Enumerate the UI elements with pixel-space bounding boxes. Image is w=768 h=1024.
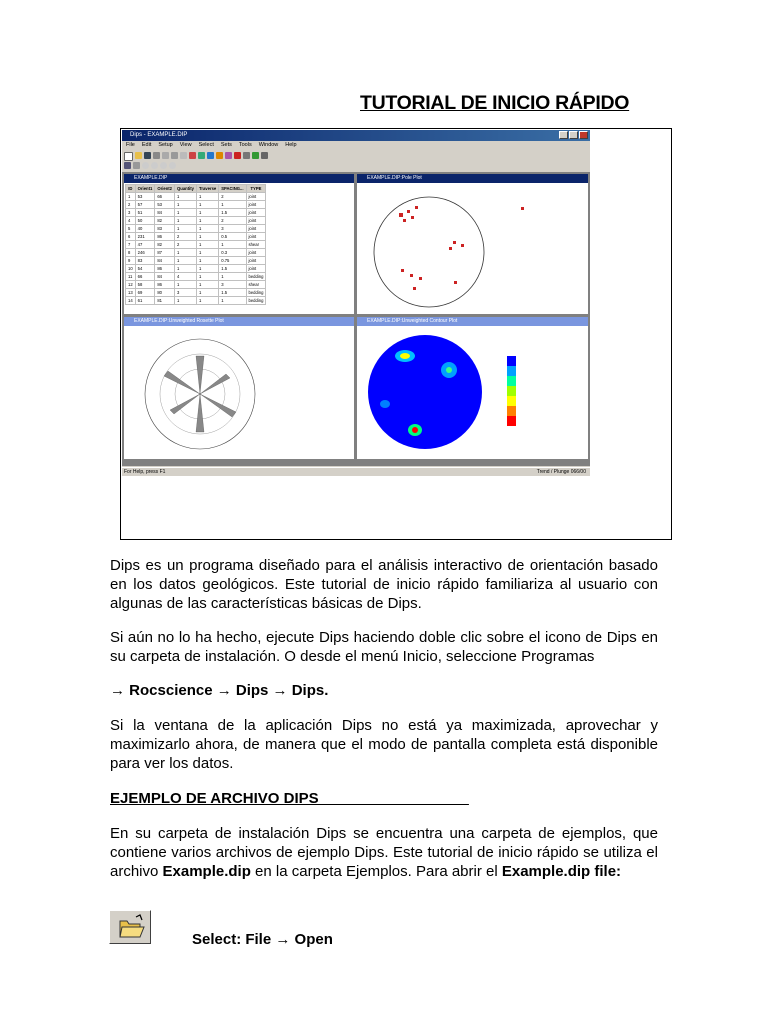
grid-cell[interactable]: bedding bbox=[246, 289, 266, 297]
grid-cell[interactable]: joint bbox=[246, 209, 266, 217]
grid-cell[interactable]: 80 bbox=[155, 289, 175, 297]
grid-cell[interactable]: 1.5 bbox=[219, 265, 246, 273]
grid-cell[interactable]: 1 bbox=[175, 201, 197, 209]
table-row[interactable] bbox=[126, 249, 266, 257]
grid-cell[interactable]: 1 bbox=[219, 273, 246, 281]
grid-cell[interactable]: 1 bbox=[197, 233, 219, 241]
grid-cell[interactable]: joint bbox=[246, 201, 266, 209]
menu-setup[interactable]: Setup bbox=[158, 142, 173, 148]
grid-cell[interactable]: 1 bbox=[197, 273, 219, 281]
grid-cell[interactable]: 84 bbox=[155, 273, 175, 281]
stereonet-icon[interactable] bbox=[133, 162, 140, 169]
grid-cell[interactable]: 1 bbox=[175, 281, 197, 289]
status-bar bbox=[122, 467, 590, 476]
grid-cell[interactable]: 1 bbox=[175, 249, 197, 257]
menu-sets[interactable]: Sets bbox=[220, 142, 232, 148]
grid-cell[interactable]: 87 bbox=[155, 249, 175, 257]
grid-cell[interactable]: 1 bbox=[197, 225, 219, 233]
grid-header-cell[interactable]: Orient2 bbox=[155, 185, 175, 193]
grid-cell[interactable]: shear bbox=[246, 241, 266, 249]
select-icon[interactable] bbox=[261, 152, 268, 159]
grid-cell[interactable]: 1 bbox=[219, 297, 246, 305]
cut-icon[interactable] bbox=[171, 152, 178, 159]
grid-cell[interactable]: 9 bbox=[126, 257, 136, 265]
grid-cell[interactable]: 231 bbox=[135, 233, 155, 241]
grid-cell[interactable]: shear bbox=[246, 281, 266, 289]
grid-cell[interactable]: 6 bbox=[126, 233, 136, 241]
contour-plot-title: EXAMPLE.DIP:Unweighted Contour Plot bbox=[357, 317, 588, 326]
table-row[interactable] bbox=[126, 265, 266, 273]
grid-cell[interactable]: 84 bbox=[155, 257, 175, 265]
grid-cell[interactable]: 83 bbox=[155, 225, 175, 233]
menu-select[interactable]: Select bbox=[198, 142, 214, 148]
add-set-icon[interactable] bbox=[234, 152, 241, 159]
grid-cell[interactable]: 1 bbox=[197, 241, 219, 249]
grid-cell[interactable]: 1 bbox=[197, 281, 219, 289]
grid-cell[interactable]: 0.3 bbox=[219, 249, 246, 257]
maximize-icon[interactable] bbox=[569, 131, 578, 139]
status-help-text: For Help, press F1 bbox=[124, 469, 166, 475]
grid-cell[interactable]: 86 bbox=[155, 233, 175, 241]
table-row[interactable] bbox=[126, 193, 266, 201]
grid-cell[interactable]: 1 bbox=[175, 209, 197, 217]
grid-cell[interactable]: 3 bbox=[175, 289, 197, 297]
example-file-label: Example.dip file: bbox=[501, 863, 622, 880]
grid-header-cell[interactable]: TYPE bbox=[246, 185, 266, 193]
grid-cell[interactable]: bedding bbox=[246, 273, 266, 281]
grid-cell[interactable]: 1.5 bbox=[219, 209, 246, 217]
grid-cell[interactable]: joint bbox=[246, 249, 266, 257]
table-row[interactable] bbox=[126, 209, 266, 217]
grid-cell[interactable]: 13 bbox=[126, 289, 136, 297]
grid-cell[interactable]: 1 bbox=[197, 249, 219, 257]
grid-cell[interactable]: joint bbox=[246, 233, 266, 241]
table-row[interactable] bbox=[126, 289, 266, 297]
intro-paragraph: Dips es un programa diseñado para el análisis interactivo de orientación basado en los datos geológicos. Este tutorial de inicio rápido familiariza al usuario con algunas de las características básicas de Dips. bbox=[110, 557, 658, 612]
query-tool-icon[interactable] bbox=[169, 162, 176, 169]
grid-cell[interactable]: bedding bbox=[246, 297, 266, 305]
toolbar-main bbox=[124, 151, 268, 160]
grid-cell[interactable]: 3 bbox=[219, 225, 246, 233]
grid-cell[interactable]: 1 bbox=[175, 265, 197, 273]
grid-cell[interactable]: 61 bbox=[135, 297, 155, 305]
grid-cell[interactable]: 1 bbox=[197, 209, 219, 217]
window-controls bbox=[559, 131, 588, 139]
toolbar-secondary bbox=[124, 161, 176, 170]
grid-cell[interactable]: 40 bbox=[135, 225, 155, 233]
grid-cell[interactable]: 4 bbox=[175, 273, 197, 281]
grid-cell[interactable]: 2 bbox=[175, 233, 197, 241]
grid-cell[interactable]: 47 bbox=[135, 241, 155, 249]
grid-cell[interactable]: 246 bbox=[135, 249, 155, 257]
grid-cell[interactable]: 1 bbox=[197, 193, 219, 201]
grid-cell[interactable]: 5 bbox=[126, 225, 136, 233]
grid-cell[interactable]: 86 bbox=[155, 281, 175, 289]
launch-paragraph: Si aún no lo ha hecho, ejecute Dips haciendo doble clic sobre el icono de Dips en su carpeta de instalación. O desde el menú Inicio, seleccione Programas bbox=[110, 629, 658, 665]
status-trend-plunge: Trend / Plunge 066/00 bbox=[536, 469, 586, 475]
table-row[interactable] bbox=[126, 241, 266, 249]
grid-cell[interactable]: 2 bbox=[219, 193, 246, 201]
copy-icon[interactable] bbox=[180, 152, 187, 159]
menu-view[interactable]: View bbox=[179, 142, 192, 148]
grid-cell[interactable]: 53 bbox=[135, 193, 155, 201]
table-row[interactable] bbox=[126, 217, 266, 225]
grid-cell[interactable]: 4 bbox=[126, 217, 136, 225]
data-grid bbox=[125, 184, 266, 305]
app-title-bar: Dips - EXAMPLE.DIP bbox=[122, 130, 590, 141]
grid-cell[interactable]: 1 bbox=[197, 201, 219, 209]
maximize-paragraph: Si la ventana de la aplicación Dips no está ya maximizada, aprovechar y maximizarlo ahora, de manera que el modo de pantalla completa está disponible para ver los datos. bbox=[110, 717, 658, 772]
grid-cell[interactable]: 66 bbox=[155, 193, 175, 201]
table-row[interactable] bbox=[126, 225, 266, 233]
section-heading: EJEMPLO DE ARCHIVO DIPS__________________ bbox=[110, 790, 469, 807]
grid-cell[interactable]: joint bbox=[246, 257, 266, 265]
grid-cell[interactable]: 1 bbox=[219, 241, 246, 249]
pole-plot-window bbox=[356, 173, 589, 315]
grid-cell[interactable]: 1 bbox=[175, 297, 197, 305]
page-title: TUTORIAL DE INICIO RÁPIDO bbox=[360, 92, 630, 114]
rosette-plot-icon[interactable] bbox=[225, 152, 232, 159]
rosette-plot bbox=[124, 326, 354, 459]
table-row[interactable] bbox=[126, 233, 266, 241]
contour-plot bbox=[357, 326, 588, 459]
grid-header-cell[interactable]: Traverse bbox=[197, 185, 219, 193]
grid-cell[interactable]: 1 bbox=[197, 257, 219, 265]
table-row[interactable] bbox=[126, 201, 266, 209]
grid-header-cell[interactable]: Quantity bbox=[175, 185, 197, 193]
grid-cell[interactable]: 51 bbox=[135, 209, 155, 217]
grid-cell[interactable]: 1 bbox=[197, 217, 219, 225]
grid-cell[interactable]: 57 bbox=[135, 201, 155, 209]
rosette-plot-title: EXAMPLE.DIP:Unweighted Rosette Plot bbox=[124, 317, 354, 326]
scatter-plot-icon[interactable] bbox=[198, 152, 205, 159]
grid-cell[interactable]: joint bbox=[246, 217, 266, 225]
grid-header-cell[interactable]: Orient1 bbox=[135, 185, 155, 193]
grid-cell[interactable]: 66 bbox=[135, 273, 155, 281]
grid-cell[interactable]: 7 bbox=[126, 241, 136, 249]
grid-cell[interactable]: 0.5 bbox=[219, 233, 246, 241]
grid-cell[interactable]: 82 bbox=[155, 217, 175, 225]
open-icon[interactable] bbox=[135, 152, 142, 159]
grid-header-cell[interactable]: SPACING... bbox=[219, 185, 246, 193]
menu-tools[interactable]: Tools bbox=[238, 142, 252, 148]
grid-cell[interactable]: 1 bbox=[126, 193, 136, 201]
grid-cell[interactable]: 1 bbox=[175, 217, 197, 225]
circle-tool-icon[interactable] bbox=[142, 162, 149, 169]
dips-app-window bbox=[122, 130, 590, 476]
table-row[interactable] bbox=[126, 281, 266, 289]
grid-cell[interactable]: 54 bbox=[135, 265, 155, 273]
grid-cell[interactable]: 1 bbox=[175, 225, 197, 233]
contour-plot-icon[interactable] bbox=[207, 152, 214, 159]
grid-cell[interactable]: 12 bbox=[126, 281, 136, 289]
pole-plot-title: EXAMPLE.DIP:Pole Plot bbox=[357, 174, 588, 183]
grid-cell[interactable]: 3 bbox=[219, 281, 246, 289]
grid-cell[interactable]: 8 bbox=[126, 249, 136, 257]
example-paragraph bbox=[110, 824, 658, 881]
grid-cell[interactable]: 1 bbox=[197, 297, 219, 305]
grid-cell[interactable]: 81 bbox=[155, 297, 175, 305]
window-tool-icon[interactable] bbox=[160, 162, 167, 169]
pole-plot-icon[interactable] bbox=[189, 152, 196, 159]
undo-icon[interactable] bbox=[162, 152, 169, 159]
grid-cell[interactable]: joint bbox=[246, 225, 266, 233]
example-text-a: En su carpeta de instalación Dips se encuentra una carpeta de ejemplos, que contiene varios archivos de ejemplo Dips. Este tutorial de inicio rápido se utiliza el archivo bbox=[110, 825, 658, 880]
grid-header-cell[interactable]: ID bbox=[126, 185, 136, 193]
grid-cell[interactable]: 1 bbox=[197, 265, 219, 273]
grid-cell[interactable]: 50 bbox=[135, 217, 155, 225]
close-icon[interactable] bbox=[579, 131, 588, 139]
table-row[interactable] bbox=[126, 273, 266, 281]
grid-cell[interactable]: 0.75 bbox=[219, 257, 246, 265]
minimize-icon[interactable] bbox=[559, 131, 568, 139]
sets-icon[interactable] bbox=[124, 162, 131, 169]
mdi-area bbox=[122, 172, 590, 466]
grid-cell[interactable]: 2 bbox=[219, 217, 246, 225]
grid-cell[interactable]: 1 bbox=[219, 201, 246, 209]
grid-cell[interactable]: 1.5 bbox=[219, 289, 246, 297]
grid-cell[interactable]: 53 bbox=[155, 201, 175, 209]
select-instruction: Select: File → Open bbox=[192, 931, 333, 948]
grid-cell[interactable]: 86 bbox=[155, 265, 175, 273]
grid-cell[interactable]: 1 bbox=[175, 257, 197, 265]
screenshot-frame bbox=[120, 128, 672, 540]
open-folder-icon[interactable] bbox=[109, 910, 151, 944]
new-file-icon[interactable] bbox=[124, 152, 133, 161]
grid-cell[interactable]: 10 bbox=[126, 265, 136, 273]
grid-cell[interactable]: 2 bbox=[126, 201, 136, 209]
pole-plot bbox=[357, 183, 588, 314]
major-planes-icon[interactable] bbox=[216, 152, 223, 159]
grid-cell[interactable]: 3 bbox=[126, 209, 136, 217]
example-file-name: Example.dip bbox=[162, 863, 251, 880]
menu-file[interactable]: File bbox=[126, 142, 135, 148]
chart-icon[interactable] bbox=[252, 152, 259, 159]
grid-cell[interactable]: 69 bbox=[135, 289, 155, 297]
start-menu-path: → Rocscience → Dips → Dips. bbox=[110, 682, 329, 699]
grid-cell[interactable]: 83 bbox=[135, 257, 155, 265]
contour-plot-window bbox=[356, 316, 589, 460]
rosette-plot-window bbox=[123, 316, 355, 460]
print-icon[interactable] bbox=[153, 152, 160, 159]
menu-bar bbox=[122, 141, 590, 150]
grid-cell[interactable]: 82 bbox=[155, 241, 175, 249]
table-row[interactable] bbox=[126, 297, 266, 305]
menu-help[interactable]: Help bbox=[285, 142, 297, 148]
save-icon[interactable] bbox=[144, 152, 151, 159]
grid-cell[interactable]: 2 bbox=[175, 241, 197, 249]
grid-cell[interactable]: 1 bbox=[175, 193, 197, 201]
cone-tool-icon[interactable] bbox=[151, 162, 158, 169]
menu-edit[interactable]: Edit bbox=[141, 142, 152, 148]
example-text-c: en la carpeta Ejemplos. Para abrir el bbox=[250, 863, 502, 880]
table-window-title: EXAMPLE.DIP bbox=[124, 174, 354, 183]
grid-cell[interactable]: joint bbox=[246, 193, 266, 201]
grid-cell[interactable]: 84 bbox=[155, 209, 175, 217]
grid-cell[interactable]: 58 bbox=[135, 281, 155, 289]
grid-cell[interactable]: 11 bbox=[126, 273, 136, 281]
grid-cell[interactable]: 1 bbox=[197, 289, 219, 297]
grid-cell[interactable]: joint bbox=[246, 265, 266, 273]
table-window bbox=[123, 173, 355, 315]
pole-markers bbox=[399, 206, 524, 290]
menu-window[interactable]: Window bbox=[258, 142, 279, 148]
add-plane-icon[interactable] bbox=[243, 152, 250, 159]
grid-cell[interactable]: 14 bbox=[126, 297, 136, 305]
table-row[interactable] bbox=[126, 257, 266, 265]
